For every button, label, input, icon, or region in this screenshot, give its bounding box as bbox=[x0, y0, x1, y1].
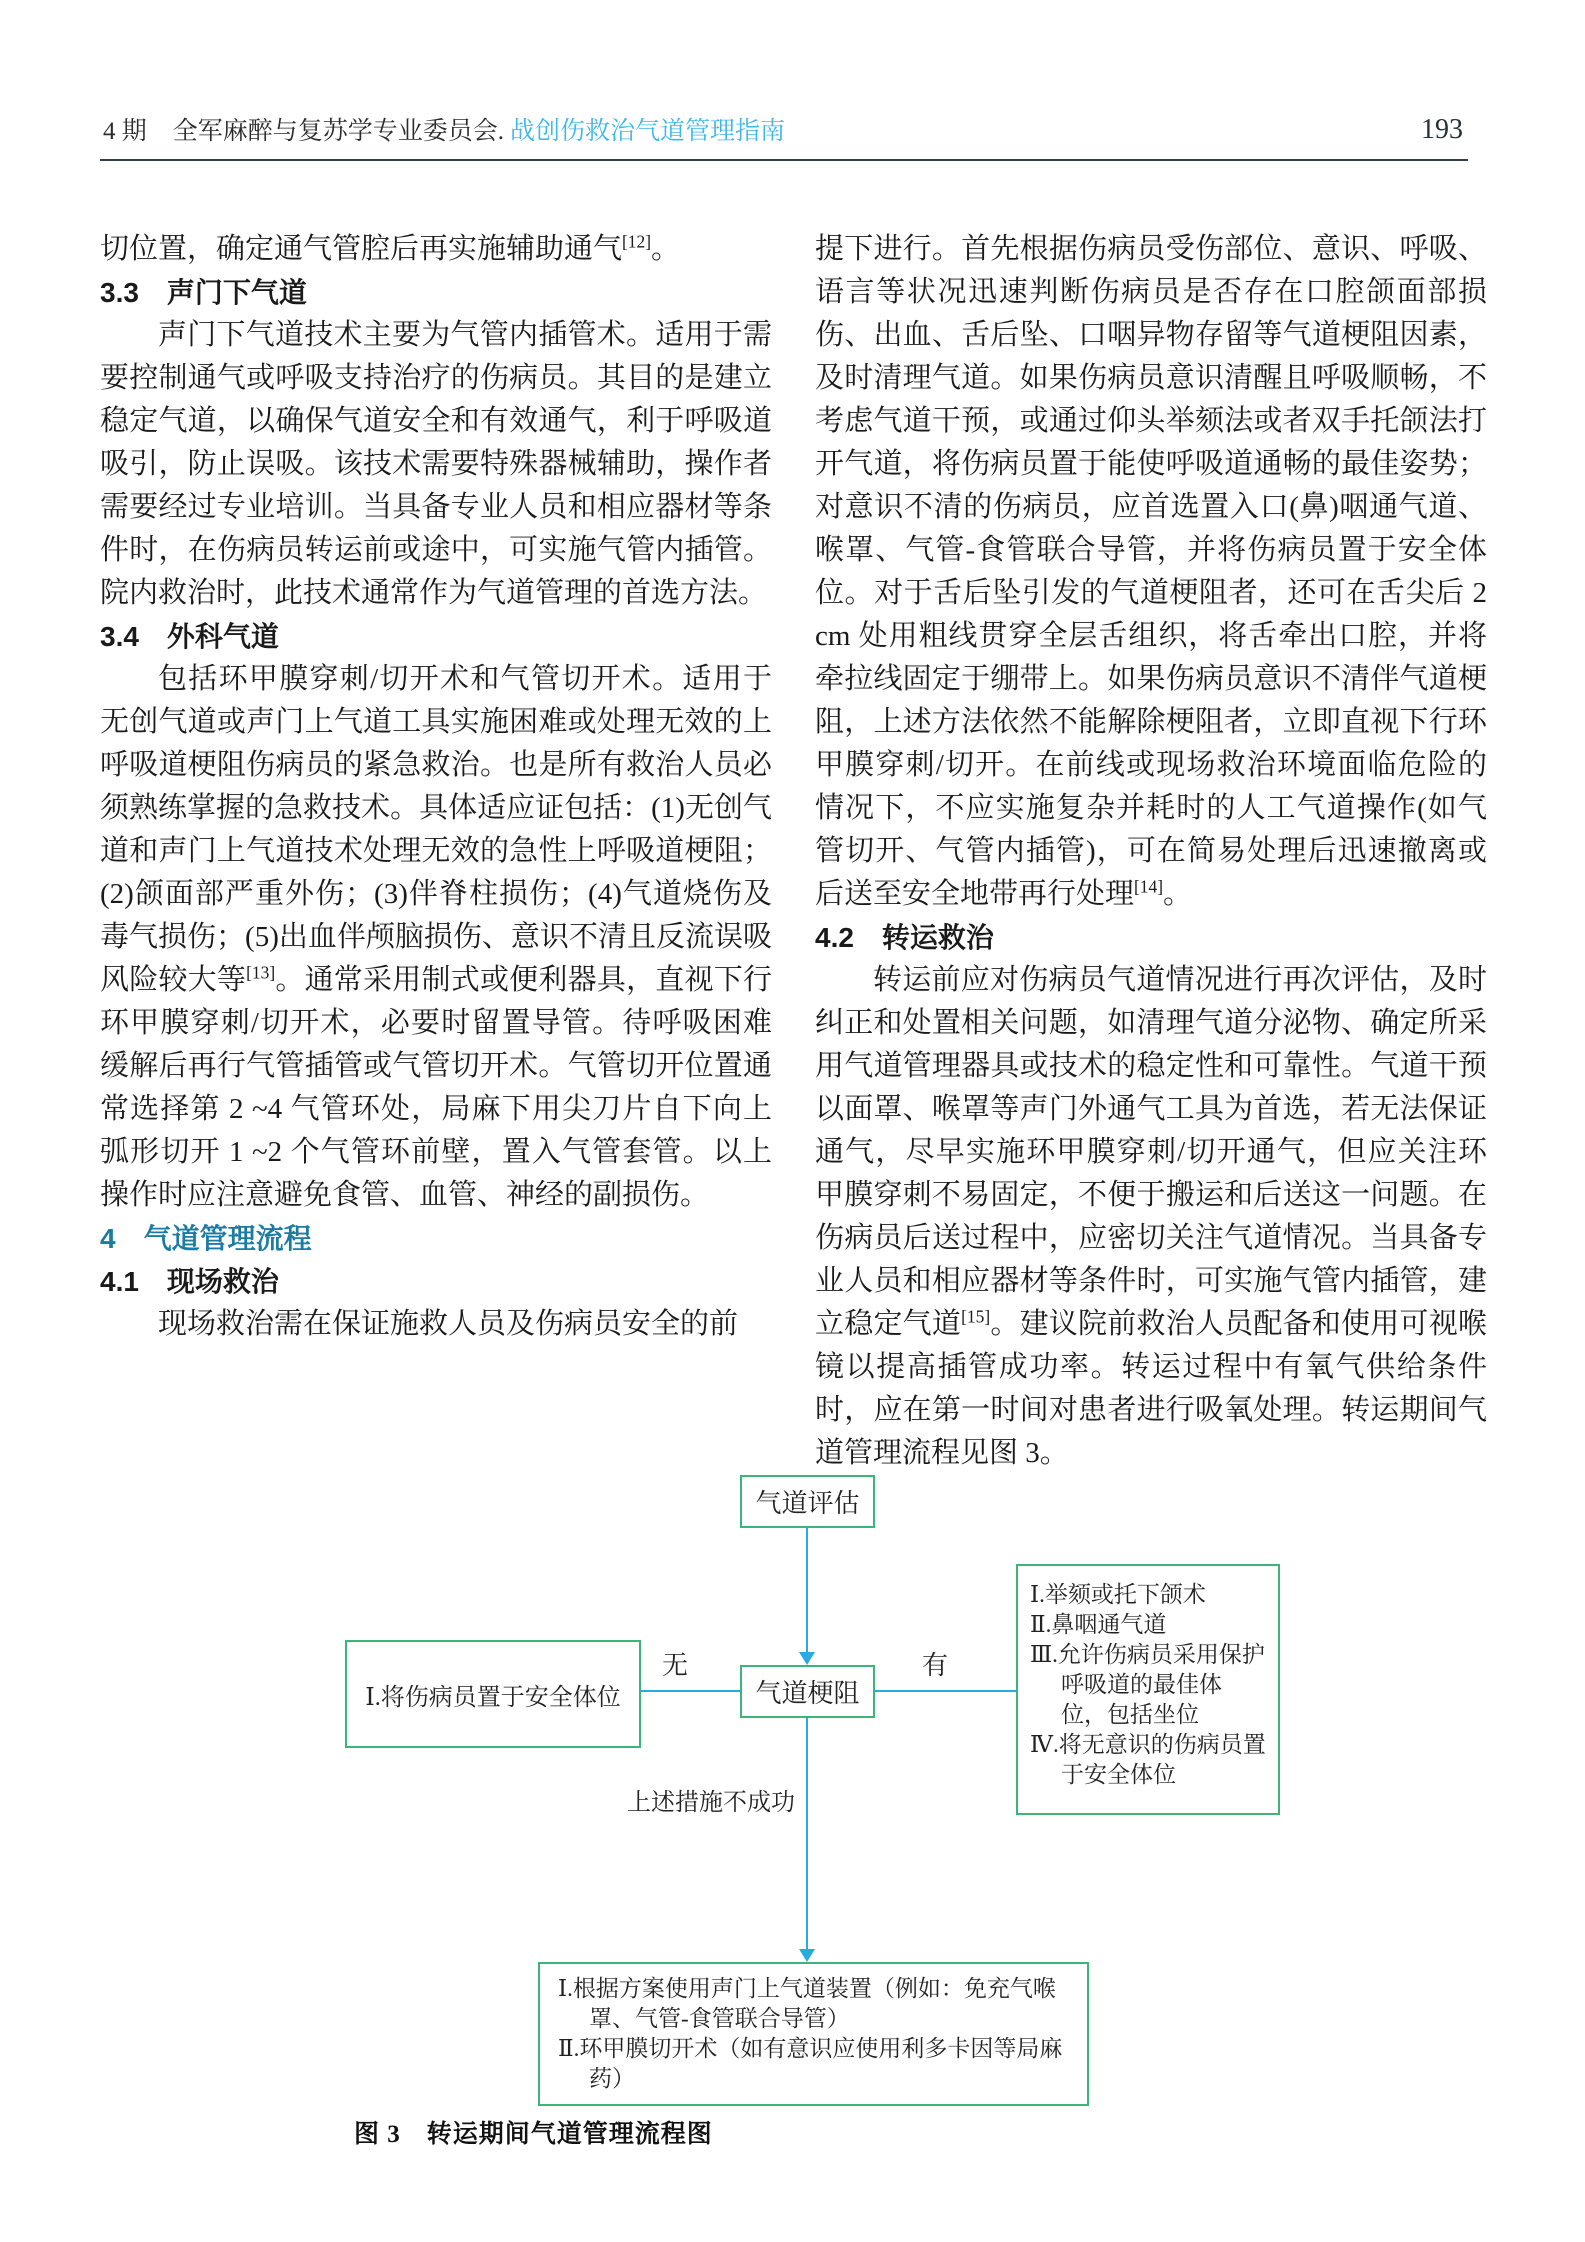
citation-superscript: [12] bbox=[622, 231, 651, 252]
flow-list-item: Ⅰ.举颏或托下颌术 bbox=[1030, 1582, 1206, 1607]
flow-list-item: Ⅲ.允许伤病员采用保护呼吸道的最佳体位，包括坐位 bbox=[1030, 1642, 1265, 1727]
flow-box-airway-assessment: 气道评估 bbox=[740, 1475, 875, 1528]
flow-label-measures-unsuccessful: 上述措施不成功 bbox=[627, 1790, 795, 1816]
flow-box-safe-position: Ⅰ.将伤病员置于安全体位 bbox=[345, 1640, 641, 1748]
article-title: 战创伤救治气道管理指南 bbox=[510, 118, 786, 145]
paragraph-4-1-continued: 提下进行。首先根据伤病员受伤部位、意识、呼吸、语言等状况迅速判断伤病员是否存在口腔颌面部损伤、出血、舌后坠、口咽异物存留等气道梗阻因素，及时清理气道。如果伤病员意识清醒且呼吸顺畅，不考虑气道干预，或通过仰头举颏法或者双手托颌法打开气道，将伤病员置于能使呼吸道通畅的最佳姿势；对意识不清的伤病员，应首选置入口(鼻)咽通气道、喉罩、气管-食管联合导管，并将伤病员置于安全体位。对于舌后坠引发的气道梗阻者，还可在舌尖后 2 cm 处用粗线贯穿全层舌组织，将舌牵出口腔，并将牵拉线固定于绷带上。如果伤病员意识不清伴气道梗阻，上述方法依然不能解除梗阻者，立即直视下行环甲膜穿刺/切开。在前线或现场救治环境面临危险的情况下，不应实施复杂并耗时的人工气道操作(如气管切开、气管内插管)，可在简易处理后迅速撤离或后送至安全地带再行处理[14]。 bbox=[815, 233, 1487, 910]
flow-box-obstruction-actions bbox=[1016, 1564, 1280, 1815]
flow-arrow-line-assessment-to-obstruction bbox=[806, 1528, 808, 1652]
flow-box-final-actions bbox=[538, 1962, 1089, 2106]
column-right bbox=[815, 228, 1487, 1475]
flow-list-item: Ⅱ.环甲膜切开术（如有意识应使用利多卡因等局麻药） bbox=[558, 2036, 1063, 2091]
flow-label-no: 无 bbox=[662, 1651, 689, 1680]
committee-label: 全军麻醉与复苏学专业委员会. bbox=[172, 118, 505, 145]
flow-list-item: Ⅱ.鼻咽通气道 bbox=[1030, 1612, 1167, 1637]
heading-3-4: 3.4 外科气道 bbox=[100, 621, 279, 652]
flow-connector-no bbox=[641, 1690, 740, 1692]
paragraph-4-1: 现场救治需在保证施救人员及伤病员安全的前 bbox=[158, 1308, 739, 1340]
heading-3-3: 3.3 声门下气道 bbox=[100, 277, 307, 308]
section-heading-4: 4 气道管理流程 bbox=[100, 1223, 312, 1254]
figure-caption: 图 3 转运期间气道管理流程图 bbox=[354, 2121, 713, 2148]
flow-label-yes: 有 bbox=[922, 1651, 949, 1680]
column-left bbox=[100, 228, 772, 1346]
flow-arrowhead-down-icon bbox=[799, 1949, 815, 1962]
paragraph-3-4: 包括环甲膜穿刺/切开术和气管切开术。适用于无创气道或声门上气道工具实施困难或处理无效的上呼吸道梗阻伤病员的紧急救治。也是所有救治人员必须熟练掌握的急救技术。具体适应证包括：(1)无创气道和声门上气道技术处理无效的急性上呼吸道梗阻；(2)颌面部严重外伤；(3)伴脊柱损伤；(4)气道烧伤及毒气损伤；(5)出血伴颅脑损伤、意识不清且反流误吸风险较大等[13]。通常采用制式或便利器具，直视下行环甲膜穿刺/切开术，必要时留置导管。待呼吸困难缓解后再行气管插管或气管切开术。气管切开位置通常选择第 2 ~4 气管环处，局麻下用尖刀片自下向上弧形切开 1 ~2 个气管环前壁，置入气管套管。以上操作时应注意避免食管、血管、神经的副损伤。 bbox=[100, 663, 772, 1211]
flow-connector-yes bbox=[875, 1690, 1016, 1692]
flow-arrow-line-obstruction-to-final bbox=[806, 1718, 808, 1950]
running-header bbox=[103, 116, 1485, 150]
citation-superscript: [15] bbox=[961, 1306, 991, 1327]
flow-list-item: Ⅳ.将无意识的伤病员置于安全体位 bbox=[1030, 1732, 1266, 1787]
issue-label: 4 期 bbox=[103, 118, 147, 145]
paragraph-carryover: 切位置，确定通气管腔后再实施辅助通气[12]。 bbox=[100, 231, 681, 265]
paragraph-4-2: 转运前应对伤病员气道情况进行再次评估，及时纠正和处置相关问题，如清理气道分泌物、确定所采用气道管理器具或技术的稳定性和可靠性。气道干预以面罩、喉罩等声门外通气工具为首选，若无法保证通气，尽早实施环甲膜穿刺/切开通气，但应关注环甲膜穿刺不易固定，不便于搬运和后送这一问题。在伤病员后送过程中，应密切关注气道情况。当具备专业人员和相应器材等条件时，可实施气管内插管，建立稳定气道[15]。建议院前救治人员配备和使用可视喉镜以提高插管成功率。转运过程中有氧气供给条件时，应在第一时间对患者进行吸氧处理。转运期间气道管理流程见图 3。 bbox=[815, 964, 1487, 1469]
citation-superscript: [13] bbox=[246, 962, 276, 983]
header-rule bbox=[100, 159, 1468, 161]
page-number: 193 bbox=[1421, 114, 1463, 145]
citation-superscript: [14] bbox=[1134, 876, 1163, 897]
paragraph-3-3: 声门下气道技术主要为气管内插管术。适用于需要控制通气或呼吸支持治疗的伤病员。其目的是建立稳定气道，以确保气道安全和有效通气，利于呼吸道吸引，防止误吸。该技术需要特殊器械辅助，操作者需要经过专业培训。当具备专业人员和相应器材等条件时，在伤病员转运前或途中，可实施气管内插管。院内救治时，此技术通常作为气道管理的首选方法。 bbox=[100, 319, 772, 609]
heading-4-1: 4.1 现场救治 bbox=[100, 1266, 279, 1297]
flow-arrowhead-down-icon bbox=[799, 1652, 815, 1665]
heading-4-2: 4.2 转运救治 bbox=[815, 922, 994, 953]
flow-list-item: Ⅰ.根据方案使用声门上气道装置（例如：免充气喉罩、气管-食管联合导管） bbox=[558, 1976, 1056, 2031]
flow-box-airway-obstruction: 气道梗阻 bbox=[740, 1665, 875, 1718]
